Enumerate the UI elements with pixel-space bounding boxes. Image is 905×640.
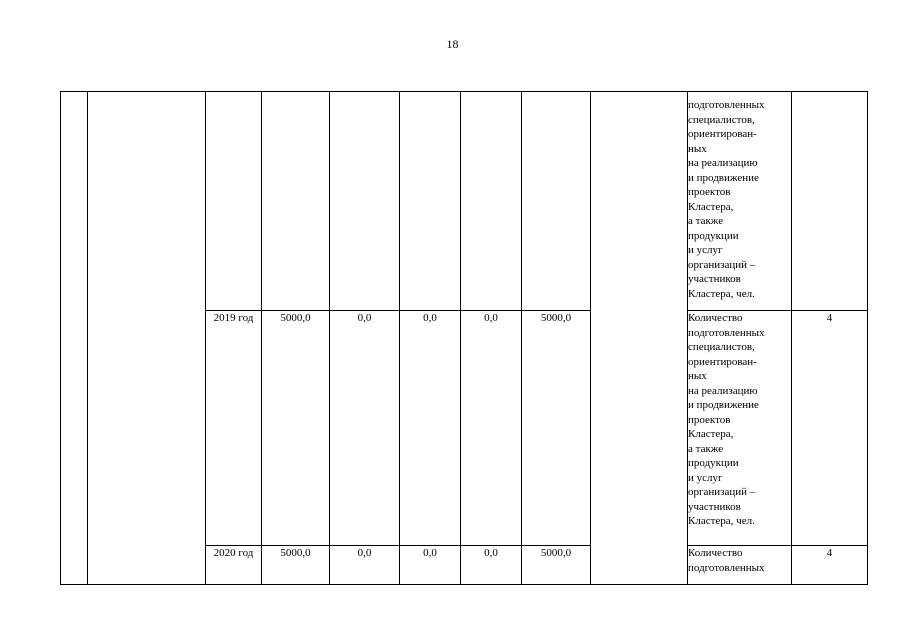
indicator-cell (688, 546, 792, 585)
local-budget-cell: 0,0 (461, 311, 522, 546)
budget-table (60, 91, 868, 585)
extrabudgetary-cell (522, 92, 591, 311)
regional-budget-cell (400, 92, 461, 311)
indicator-text: подготовленных специалистов, ориентирован- ных на реализацию и продвижение проектов Кластера, а также продукции и услуг организаций – участников Кластера, чел. (688, 99, 765, 300)
activity-name-cell (88, 92, 206, 585)
extrabudgetary-cell: 5000,0 (522, 546, 591, 585)
table-row (61, 92, 868, 311)
federal-budget-cell: 0,0 (330, 311, 400, 546)
page-number: 18 (446, 37, 459, 51)
executor-cell (591, 92, 688, 585)
year-cell: 2019 год (206, 311, 262, 546)
year-cell (206, 92, 262, 311)
target-value-cell (792, 92, 868, 311)
indicator-cell (688, 92, 792, 311)
extrabudgetary-cell: 5000,0 (522, 311, 591, 546)
federal-budget-cell: 0,0 (330, 546, 400, 585)
local-budget-cell: 0,0 (461, 546, 522, 585)
total-cell: 5000,0 (262, 311, 330, 546)
year-cell: 2020 год (206, 546, 262, 585)
federal-budget-cell (330, 92, 400, 311)
total-cell (262, 92, 330, 311)
regional-budget-cell: 0,0 (400, 311, 461, 546)
regional-budget-cell: 0,0 (400, 546, 461, 585)
indicator-text: Количество подготовленных специалистов, ориентирован- ных на реализацию и продвижение проектов Кластера, а также продукции и услуг организаций – участников Кластера, чел. (688, 312, 765, 527)
target-value-cell: 4 (792, 311, 868, 546)
target-value-cell: 4 (792, 546, 868, 585)
number-cell (61, 92, 88, 585)
indicator-cell (688, 311, 792, 546)
indicator-text: Количество подготовленных (688, 547, 765, 574)
total-cell: 5000,0 (262, 546, 330, 585)
local-budget-cell (461, 92, 522, 311)
